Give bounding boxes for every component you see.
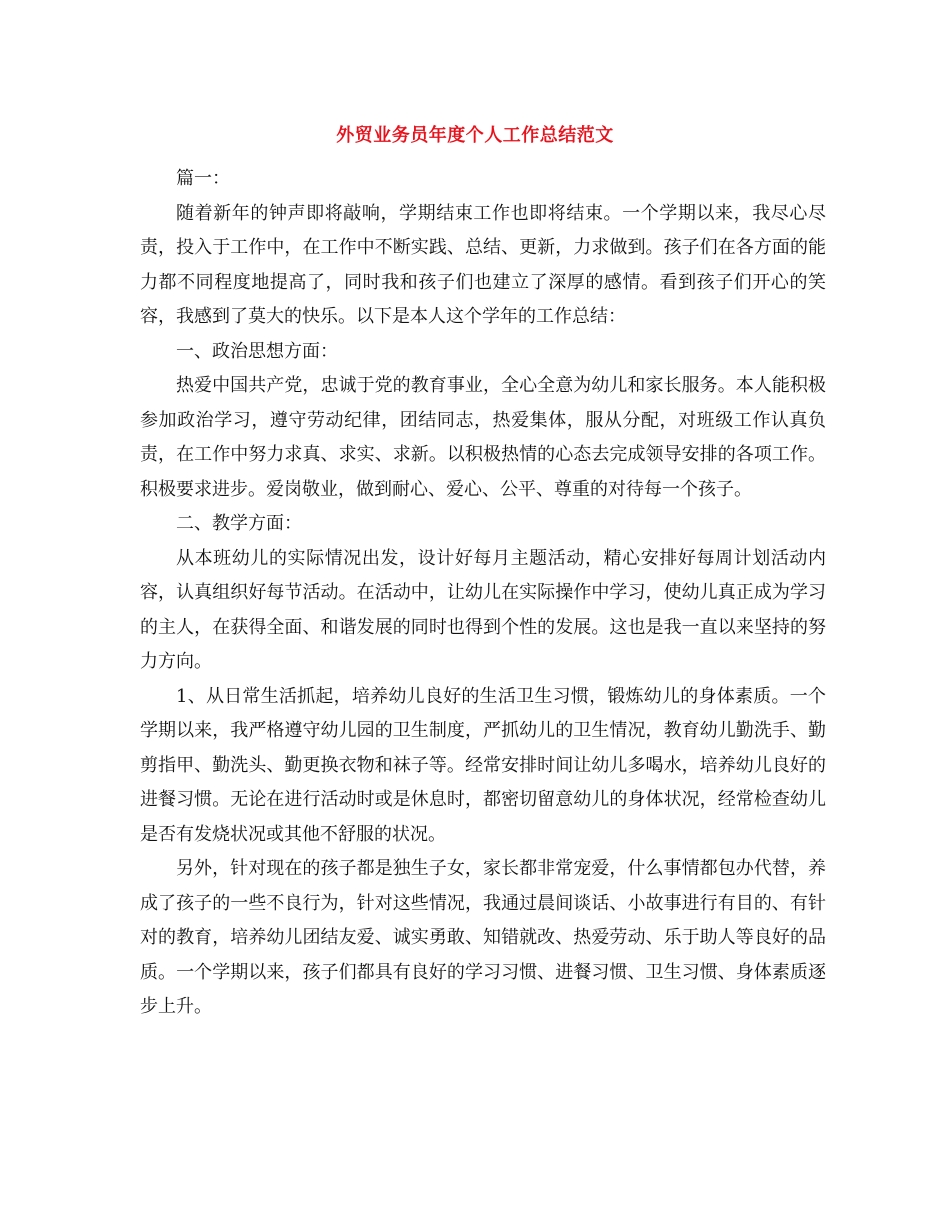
- paragraph-teaching: 从本班幼儿的实际情况出发，设计好每月主题活动，精心安排好每周计划活动内容，认真组织好每节活动。在活动中，让幼儿在实际操作中学习，使幼儿真正成为学习的主人，在获得全面、和谐发展的同时也得到个性的发展。这也是我一直以来坚持的努力方向。: [140, 547, 826, 672]
- paragraph-section-label: 篇一：: [176, 168, 230, 189]
- paragraph-politics: 热爱中国共产党，忠诚于党的教育事业，全心全意为幼儿和家长服务。本人能积极参加政治学习，遵守劳动纪律，团结同志，热爱集体，服从分配，对班级工作认真负责，在工作中努力求真、求实、求新。以积极热情的心态去完成领导安排的各项工作。积极要求进步。爱岗敬业，做到耐心、爱心、公平、尊重的对待每一个孩子。: [140, 375, 826, 500]
- document-title: 外贸业务员年度个人工作总结范文: [336, 125, 614, 146]
- document-body: [140, 162, 826, 1025]
- paragraph-heading-teaching: 二、教学方面：: [176, 513, 302, 534]
- paragraph-heading-politics: 一、政治思想方面：: [176, 340, 338, 362]
- paragraph-intro: 随着新年的钟声即将敲响，学期结束工作也即将结束。一个学期以来，我尽心尽责，投入于工作中，在工作中不断实践、总结、更新，力求做到。孩子们在各方面的能力都不同程度地提高了，同时我和孩子们也建立了深厚的感情。看到孩子们开心的笑容，我感到了莫大的快乐。以下是本人这个学年的工作总结：: [140, 202, 826, 327]
- paragraph-hygiene: 1、从日常生活抓起，培养幼儿良好的生活卫生习惯，锻炼幼儿的身体素质。一个学期以来，我严格遵守幼儿园的卫生制度，严抓幼儿的卫生情况，教育幼儿勤洗手、勤剪指甲、勤洗头、勤更换衣物和袜子等。经常安排时间让幼儿多喝水，培养幼儿良好的进餐习惯。无论在进行活动时或是休息时，都密切留意幼儿的身体状况，经常检查幼儿是否有发烧状况或其他不舒服的状况。: [140, 685, 826, 845]
- paragraph-character: 另外，针对现在的孩子都是独生子女，家长都非常宠爱，什么事情都包办代替，养成了孩子的一些不良行为，针对这些情况，我通过晨间谈话、小故事进行有目的、有针对的教育，培养幼儿团结友爱、诚实勇敢、知错就改、热爱劳动、乐于助人等良好的品质。一个学期以来，孩子们都具有良好的学习习惯、进餐习惯、卫生习惯、身体素质逐步上升。: [140, 858, 826, 1017]
